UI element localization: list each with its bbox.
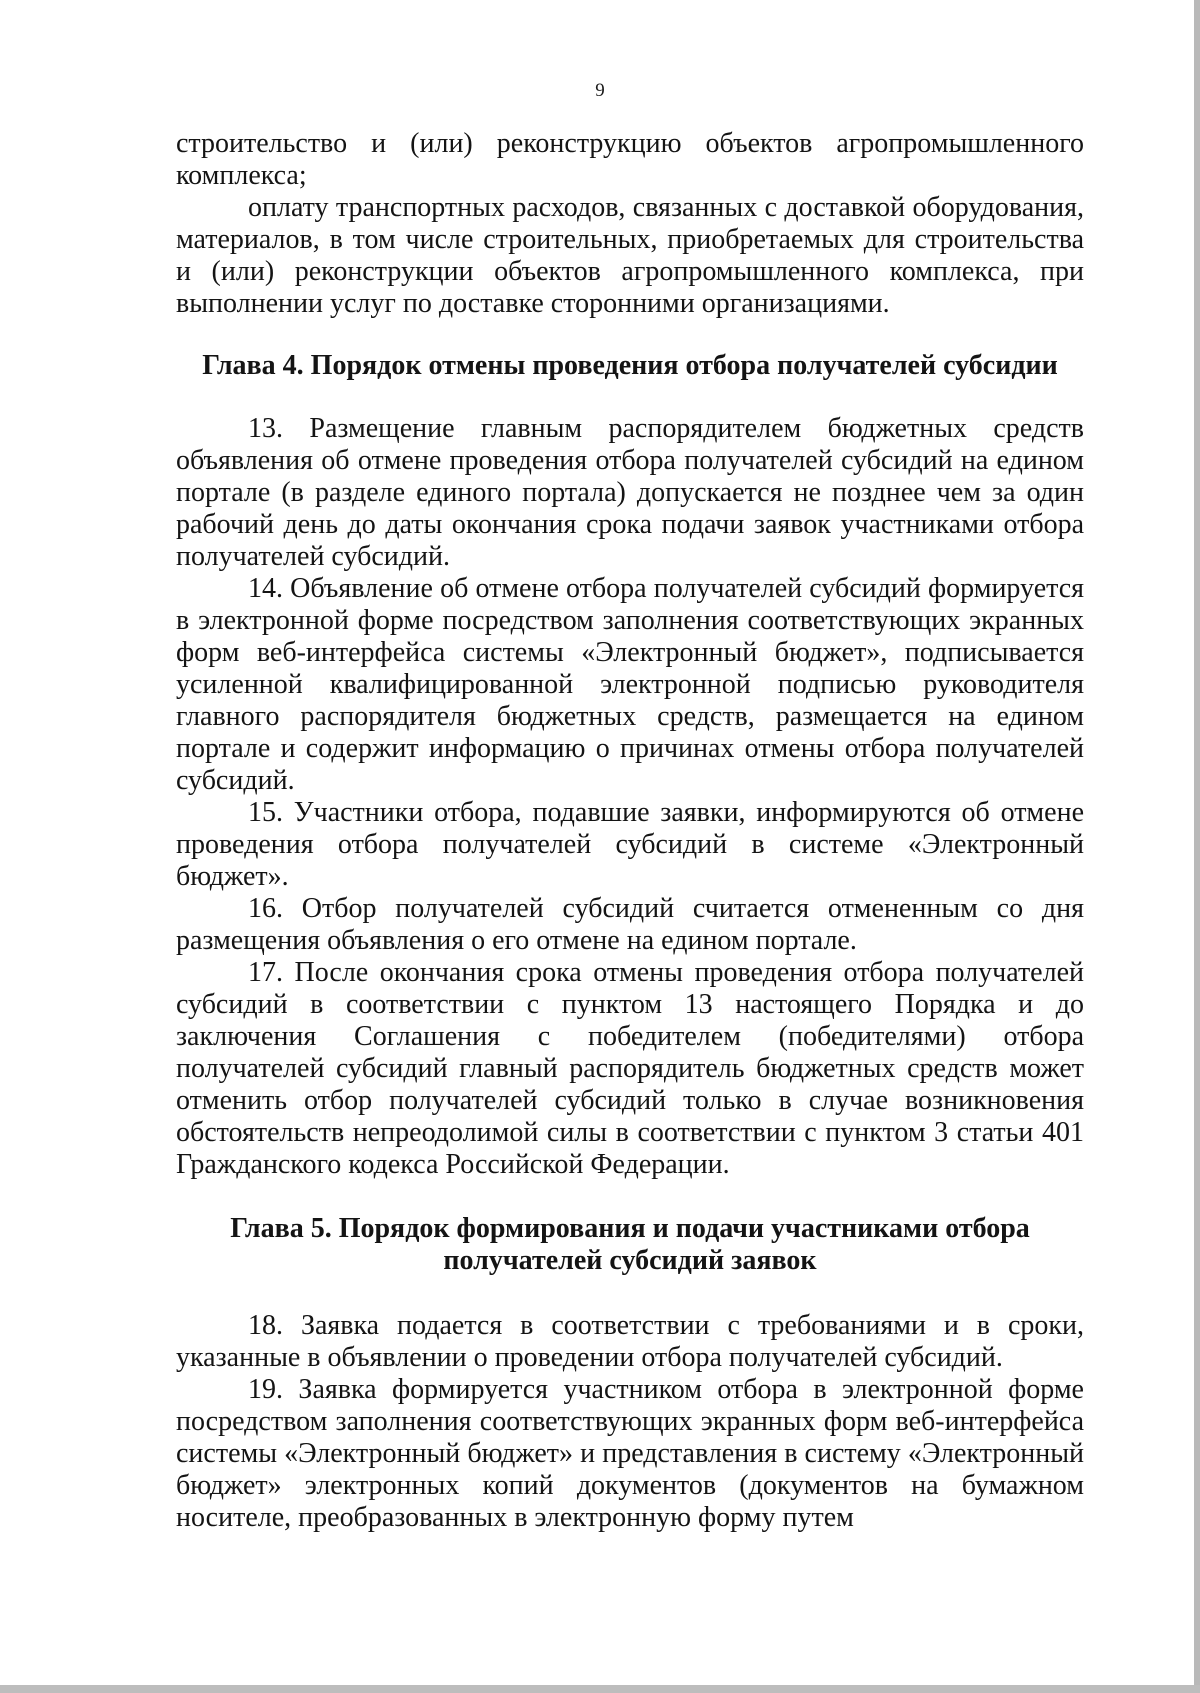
chapter-5-title [176, 1213, 1084, 1277]
chapter-4-title: Глава 4. Порядок отмены проведения отбора получателей субсидии [202, 350, 1058, 381]
document-body [176, 128, 1084, 1534]
scan-edge-bottom [0, 1685, 1200, 1693]
clause-14: 14. Объявление об отмене отбора получателей субсидий формируется в электронной форме посредством заполнения соответствующих экранных форм веб-интерфейса системы «Электронный бюджет», подписывается усиленной квалифицированной электронной подписью руководителя главного распорядителя бюджетных средств, размещается на едином портале и содержит информацию о причинах отмены отбора получателей субсидий. [176, 573, 1084, 796]
paragraph-transport-costs: оплату транспортных расходов, связанных с доставкой оборудования, материалов, в том числе строительных, приобретаемых для строительства и (или) реконструкции объектов агропромышленного комплекса, при выполнении услуг по доставке сторонними организациями. [176, 192, 1084, 319]
clause-16: 16. Отбор получателей субсидий считается отмененным со дня размещения объявления о его отмене на едином портале. [176, 893, 1084, 956]
clause-15: 15. Участники отбора, подавшие заявки, информируются об отмене проведения отбора получателей субсидий в системе «Электронный бюджет». [176, 797, 1084, 892]
clause-19: 19. Заявка формируется участником отбора в электронной форме посредством заполнения соответствующих экранных форм веб-интерфейса системы «Электронный бюджет» и представления в систему «Электронный бюджет» электронных копий документов (документов на бумажном носителе, преобразованных в электронную форму путем [176, 1374, 1084, 1533]
paragraph-construction: строительство и (или) реконструкцию объектов агропромышленного комплекса; [176, 128, 1084, 191]
scan-edge-right [1194, 0, 1200, 1693]
chapter-5-title-line-2: получателей субсидий заявок [443, 1245, 817, 1276]
clause-13: 13. Размещение главным распорядителем бюджетных средств объявления об отмене проведения отбора получателей субсидий на едином портале (в разделе единого портала) допускается не позднее чем за один рабочий день до даты окончания срока подачи заявок участниками отбора получателей субсидий. [176, 413, 1084, 572]
clause-18: 18. Заявка подается в соответствии с требованиями и в сроки, указанные в объявлении о проведении отбора получателей субсидий. [176, 1310, 1084, 1373]
clause-17: 17. После окончания срока отмены проведения отбора получателей субсидий в соответствии с пунктом 13 настоящего Порядка и до заключения Соглашения с победителем (победителями) отбора получателей субсидий главный распорядитель бюджетных средств может отменить отбор получателей субсидий только в случае возникновения обстоятельств непреодолимой силы в соответствии с пунктом 3 статьи 401 Гражданского кодекса Российской Федерации. [176, 957, 1084, 1180]
chapter-5-title-line-1: Глава 5. Порядок формирования и подачи участниками отбора [230, 1213, 1030, 1244]
page-number: 9 [595, 80, 605, 101]
